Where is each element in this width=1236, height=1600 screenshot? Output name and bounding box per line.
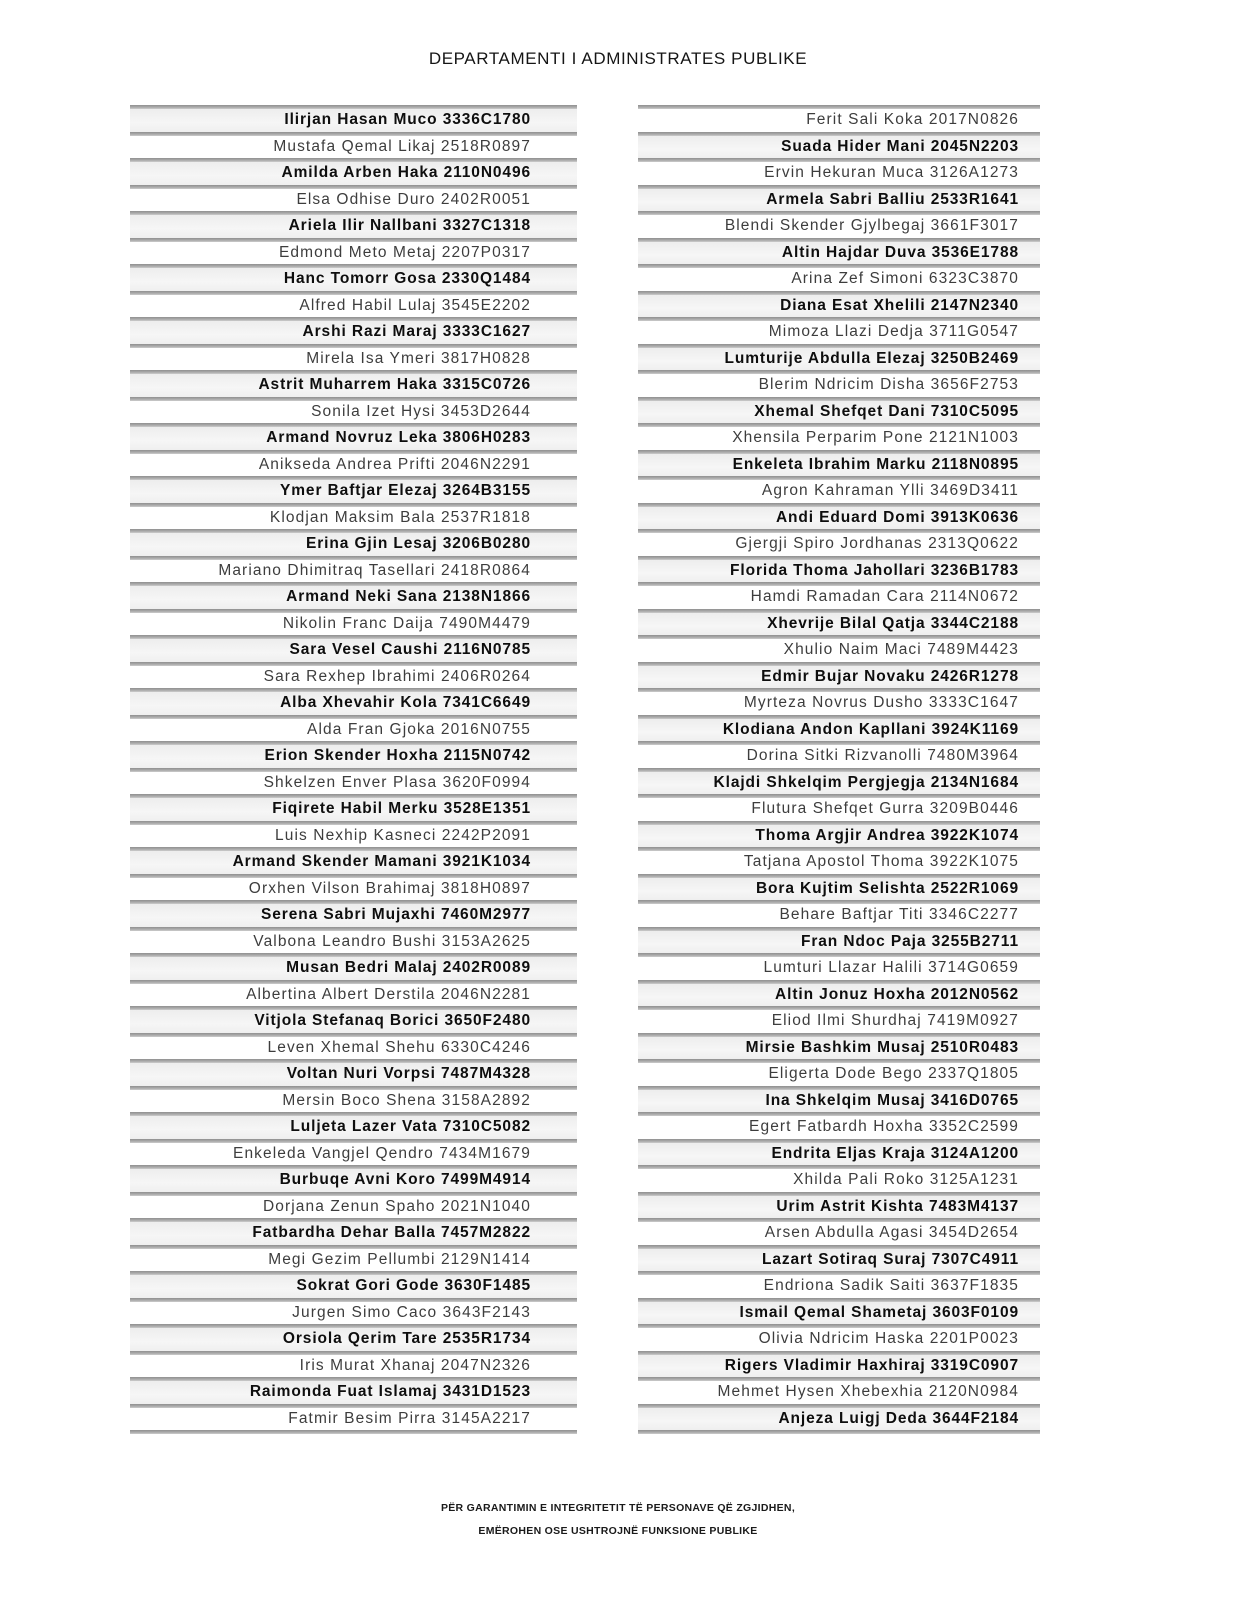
person-entry-row: [130, 957, 577, 980]
person-entry-row: [638, 878, 1040, 901]
person-entry-row: [130, 374, 577, 397]
person-entry-text: Amilda Arben Haka 2110N0496: [281, 164, 531, 181]
person-entry-row: [638, 321, 1040, 344]
person-entry-row: [130, 904, 577, 927]
person-entry-row: [638, 215, 1040, 238]
person-entry-row: [130, 1063, 577, 1086]
person-entry-text: Klajdi Shkelqim Pergjegja 2134N1684: [713, 773, 1019, 791]
row-separator: [130, 1430, 577, 1434]
person-entry-text: Iris Murat Xhanaj 2047N2326: [299, 1356, 531, 1374]
person-entry-text: Mirela Isa Ymeri 3817H0828: [306, 349, 531, 367]
person-entry-text: Altin Hajdar Duva 3536E1788: [781, 243, 1019, 261]
person-entry-row: [638, 613, 1040, 636]
person-entry-text: Dorjana Zenun Spaho 2021N1040: [262, 1197, 531, 1215]
person-entry-text: Dorina Sitki Rizvanolli 7480M3964: [746, 747, 1019, 764]
person-entry-row: [638, 639, 1040, 662]
person-entry-text: Ilirjan Hasan Muco 3336C1780: [284, 111, 531, 128]
person-entry-row: [130, 1249, 577, 1272]
person-entry-row: [130, 1196, 577, 1219]
person-entry-text: Ismail Qemal Shametaj 3603F0109: [739, 1303, 1019, 1321]
person-entry-row: [638, 1302, 1040, 1325]
person-entry-row: [130, 1090, 577, 1113]
person-entry-row: [638, 454, 1040, 477]
person-entry-text: Gjergji Spiro Jordhanas 2313Q0622: [735, 535, 1019, 552]
person-entry-text: Luljeta Lazer Vata 7310C5082: [290, 1118, 531, 1135]
person-entry-text: Bora Kujtim Selishta 2522R1069: [755, 879, 1019, 897]
person-entry-row: [638, 772, 1040, 795]
person-entry-text: Olivia Ndricim Haska 2201P0023: [758, 1330, 1019, 1347]
person-entry-row: [130, 772, 577, 795]
row-separator: [638, 1430, 1040, 1434]
person-entry-text: Alda Fran Gjoka 2016N0755: [307, 720, 531, 738]
person-entry-text: Edmir Bujar Novaku 2426R1278: [761, 667, 1019, 685]
person-entry-row: [130, 1169, 577, 1192]
person-entry-text: Fran Ndoc Paja 3255B2711: [800, 932, 1019, 950]
person-entry-row: [638, 1222, 1040, 1245]
person-entry-text: Lazart Sotiraq Suraj 7307C4911: [761, 1250, 1019, 1268]
person-entry-row: [638, 984, 1040, 1007]
person-entry-text: Enkeleta Ibrahim Marku 2118N0895: [732, 455, 1019, 473]
person-entry-row: [130, 109, 577, 132]
person-entry-row: [638, 666, 1040, 689]
person-entry-text: Sonila Izet Hysi 3453D2644: [311, 402, 531, 420]
person-entry-row: [130, 798, 577, 821]
person-entry-row: [638, 1355, 1040, 1378]
person-entry-text: Xhemal Shefqet Dani 7310C5095: [754, 402, 1019, 420]
person-entry-row: [130, 719, 577, 742]
person-entry-row: [638, 1381, 1040, 1404]
person-entry-row: [130, 586, 577, 609]
person-entry-text: Urim Astrit Kishta 7483M4137: [776, 1197, 1019, 1215]
person-entry-row: [638, 851, 1040, 874]
person-entry-text: Raimonda Fuat Islamaj 3431D1523: [249, 1383, 531, 1400]
person-entry-text: Behare Baftjar Titi 3346C2277: [779, 906, 1019, 923]
person-entry-text: Suada Hider Mani 2045N2203: [781, 137, 1019, 155]
person-entry-text: Sara Vesel Caushi 2116N0785: [289, 641, 531, 658]
person-entry-row: [638, 507, 1040, 530]
person-entry-row: [638, 242, 1040, 265]
person-entry-text: Lumturije Abdulla Elezaj 3250B2469: [724, 349, 1019, 367]
person-entry-text: Mustafa Qemal Likaj 2518R0897: [273, 137, 531, 155]
person-entry-row: [638, 189, 1040, 212]
person-entry-text: Arsen Abdulla Agasi 3454D2654: [764, 1224, 1019, 1241]
person-entry-text: Enkeleda Vangjel Qendro 7434M1679: [233, 1144, 531, 1162]
person-entry-row: [130, 427, 577, 450]
person-entry-row: [130, 825, 577, 848]
person-entry-text: Luis Nexhip Kasneci 2242P2091: [275, 826, 531, 844]
person-entry-text: Ymer Baftjar Elezaj 3264B3155: [280, 482, 531, 499]
person-entry-row: [638, 136, 1040, 159]
person-entry-text: Mehmet Hysen Xhebexhia 2120N0984: [717, 1383, 1019, 1400]
person-entry-text: Eliod Ilmi Shurdhaj 7419M0927: [771, 1012, 1019, 1029]
person-entry-row: [130, 984, 577, 1007]
person-entry-row: [638, 798, 1040, 821]
person-entry-row: [638, 295, 1040, 318]
person-entry-row: [130, 1355, 577, 1378]
person-entry-text: Astrit Muharrem Haka 3315C0726: [258, 376, 531, 393]
person-entry-row: [130, 268, 577, 291]
person-entry-row: [638, 1037, 1040, 1060]
person-entry-text: Klodiana Andon Kapllani 3924K1169: [722, 720, 1019, 738]
person-entry-text: Rigers Vladimir Haxhiraj 3319C0907: [724, 1356, 1019, 1374]
person-entry-text: Ferit Sali Koka 2017N0826: [806, 111, 1019, 128]
person-entry-row: [130, 242, 577, 265]
person-entry-text: Shkelzen Enver Plasa 3620F0994: [263, 773, 531, 791]
person-entry-row: [638, 1328, 1040, 1351]
person-entry-row: [130, 666, 577, 689]
person-entry-row: [130, 1222, 577, 1245]
person-entry-row: [638, 1408, 1040, 1431]
person-entry-text: Vitjola Stefanaq Borici 3650F2480: [254, 1012, 531, 1029]
person-entry-text: Altin Jonuz Hoxha 2012N0562: [775, 985, 1019, 1003]
person-entry-text: Xhulio Naim Maci 7489M4423: [783, 641, 1019, 658]
person-entry-row: [638, 692, 1040, 715]
person-entry-row: [638, 825, 1040, 848]
person-entry-text: Albertina Albert Derstila 2046N2281: [246, 985, 531, 1003]
person-entry-row: [130, 480, 577, 503]
person-entry-text: Fatmir Besim Pirra 3145A2217: [288, 1409, 531, 1427]
person-entry-row: [638, 268, 1040, 291]
person-entry-row: [638, 533, 1040, 556]
person-entry-text: Mimoza Llazi Dedja 3711G0547: [768, 323, 1019, 340]
person-entry-text: Jurgen Simo Caco 3643F2143: [292, 1303, 531, 1321]
person-entry-text: Blerim Ndricim Disha 3656F2753: [758, 376, 1019, 393]
person-entry-row: [638, 1275, 1040, 1298]
person-entry-row: [638, 348, 1040, 371]
name-list-table: [130, 105, 1040, 1434]
person-entry-text: Anjeza Luigj Deda 3644F2184: [778, 1409, 1019, 1427]
person-entry-row: [638, 401, 1040, 424]
person-entry-row: [130, 851, 577, 874]
person-entry-text: Mariano Dhimitraq Tasellari 2418R0864: [218, 561, 531, 579]
person-entry-row: [638, 1010, 1040, 1033]
person-entry-text: Lumturi Llazar Halili 3714G0659: [763, 959, 1019, 976]
person-entry-text: Ina Shkelqim Musaj 3416D0765: [765, 1091, 1019, 1109]
person-entry-row: [130, 1143, 577, 1166]
person-entry-row: [130, 1302, 577, 1325]
person-entry-text: Hanc Tomorr Gosa 2330Q1484: [283, 270, 531, 287]
person-entry-row: [130, 1381, 577, 1404]
person-entry-row: [638, 1143, 1040, 1166]
person-entry-text: Erion Skender Hoxha 2115N0742: [264, 747, 531, 764]
person-entry-row: [638, 480, 1040, 503]
person-entry-text: Fiqirete Habil Merku 3528E1351: [272, 800, 531, 817]
person-entry-row: [638, 1196, 1040, 1219]
person-entry-row: [130, 321, 577, 344]
person-entry-text: Alba Xhevahir Kola 7341C6649: [280, 694, 531, 711]
person-entry-row: [638, 1116, 1040, 1139]
person-entry-text: Anikseda Andrea Prifti 2046N2291: [258, 455, 531, 473]
person-entry-row: [638, 719, 1040, 742]
person-entry-text: Thoma Argjir Andrea 3922K1074: [755, 826, 1019, 844]
person-entry-text: Mirsie Bashkim Musaj 2510R0483: [745, 1038, 1019, 1056]
person-entry-row: [130, 1328, 577, 1351]
person-entry-row: [130, 1116, 577, 1139]
person-entry-text: Armela Sabri Balliu 2533R1641: [766, 190, 1019, 208]
person-entry-text: Myrteza Novrus Dusho 3333C1647: [743, 694, 1019, 711]
person-entry-text: Nikolin Franc Daija 7490M4479: [282, 614, 531, 632]
person-entry-text: Tatjana Apostol Thoma 3922K1075: [743, 853, 1019, 870]
person-entry-text: Edmond Meto Metaj 2207P0317: [278, 243, 531, 261]
person-entry-text: Voltan Nuri Vorpsi 7487M4328: [286, 1065, 531, 1082]
person-entry-row: [638, 1169, 1040, 1192]
person-entry-text: Armand Novruz Leka 3806H0283: [266, 429, 531, 446]
footer: [0, 1497, 1236, 1543]
person-entry-row: [638, 427, 1040, 450]
person-entry-row: [638, 745, 1040, 768]
person-entry-text: Andi Eduard Domi 3913K0636: [775, 508, 1019, 526]
person-entry-text: Leven Xhemal Shehu 6330C4246: [267, 1038, 531, 1056]
person-entry-row: [638, 1063, 1040, 1086]
person-entry-text: Erina Gjin Lesaj 3206B0280: [305, 535, 531, 552]
footer-line-1: PËR GARANTIMIN E INTEGRITETIT TË PERSONAVE QË ZGJIDHEN,: [440, 1502, 796, 1514]
person-entry-text: Xhensila Perparim Pone 2121N1003: [732, 429, 1019, 446]
person-entry-row: [130, 162, 577, 185]
person-entry-row: [130, 1037, 577, 1060]
person-entry-row: [638, 560, 1040, 583]
person-entry-row: [638, 1090, 1040, 1113]
person-entry-text: Orxhen Vilson Brahimaj 3818H0897: [248, 879, 531, 897]
person-entry-text: Xhevrije Bilal Qatja 3344C2188: [767, 614, 1019, 632]
person-entry-text: Arina Zef Simoni 6323C3870: [791, 270, 1019, 287]
person-entry-text: Eligerta Dode Bego 2337Q1805: [768, 1065, 1019, 1082]
person-entry-text: Sokrat Gori Gode 3630F1485: [296, 1277, 531, 1294]
person-entry-text: Valbona Leandro Bushi 3153A2625: [253, 932, 531, 950]
person-entry-text: Egert Fatbardh Hoxha 3352C2599: [749, 1118, 1019, 1135]
person-entry-row: [130, 215, 577, 238]
person-entry-text: Armand Skender Mamani 3921K1034: [232, 853, 531, 870]
person-entry-row: [130, 189, 577, 212]
person-entry-text: Klodjan Maksim Bala 2537R1818: [269, 508, 531, 526]
person-entry-text: Musan Bedri Malaj 2402R0089: [286, 959, 531, 976]
person-entry-text: Xhilda Pali Roko 3125A1231: [793, 1171, 1019, 1188]
person-entry-row: [130, 878, 577, 901]
person-entry-row: [130, 348, 577, 371]
person-entry-row: [130, 560, 577, 583]
person-entry-row: [638, 957, 1040, 980]
person-entry-row: [130, 507, 577, 530]
person-entry-text: Serena Sabri Mujaxhi 7460M2977: [261, 906, 531, 923]
person-entry-row: [638, 1249, 1040, 1272]
person-entry-text: Arshi Razi Maraj 3333C1627: [302, 323, 531, 340]
person-entry-row: [130, 692, 577, 715]
person-entry-text: Flutura Shefqet Gurra 3209B0446: [751, 800, 1019, 817]
person-entry-text: Ariela Ilir Nallbani 3327C1318: [288, 217, 531, 234]
person-entry-row: [130, 1408, 577, 1431]
person-entry-row: [638, 109, 1040, 132]
person-entry-text: Alfred Habil Lulaj 3545E2202: [299, 296, 531, 314]
right-column: [638, 105, 1040, 1434]
person-entry-text: Burbuqe Avni Koro 7499M4914: [279, 1171, 531, 1188]
person-entry-row: [130, 1010, 577, 1033]
person-entry-row: [638, 931, 1040, 954]
person-entry-text: Mersin Boco Shena 3158A2892: [282, 1091, 531, 1109]
person-entry-text: Blendi Skender Gjylbegaj 3661F3017: [724, 217, 1019, 234]
page-title: DEPARTAMENTI I ADMINISTRATES PUBLIKE: [428, 49, 808, 68]
person-entry-text: Armand Neki Sana 2138N1866: [286, 588, 531, 605]
person-entry-text: Diana Esat Xhelili 2147N2340: [780, 296, 1019, 314]
person-entry-text: Fatbardha Dehar Balla 7457M2822: [252, 1224, 531, 1241]
person-entry-row: [130, 639, 577, 662]
person-entry-row: [638, 586, 1040, 609]
person-entry-text: Orsiola Qerim Tare 2535R1734: [282, 1330, 531, 1347]
person-entry-text: Endriona Sadik Saiti 3637F1835: [763, 1277, 1019, 1294]
person-entry-text: Agron Kahraman Ylli 3469D3411: [761, 482, 1019, 499]
person-entry-text: Ervin Hekuran Muca 3126A1273: [764, 164, 1019, 181]
person-entry-row: [130, 745, 577, 768]
person-entry-row: [130, 401, 577, 424]
person-entry-row: [130, 1275, 577, 1298]
person-entry-row: [638, 162, 1040, 185]
person-entry-text: Elsa Odhise Duro 2402R0051: [296, 190, 531, 208]
person-entry-text: Hamdi Ramadan Cara 2114N0672: [750, 588, 1019, 605]
left-column: [130, 105, 577, 1434]
person-entry-row: [130, 454, 577, 477]
person-entry-row: [638, 374, 1040, 397]
person-entry-text: Sara Rexhep Ibrahimi 2406R0264: [263, 667, 531, 685]
person-entry-row: [130, 931, 577, 954]
person-entry-row: [130, 295, 577, 318]
person-entry-text: Endrita Eljas Kraja 3124A1200: [771, 1144, 1019, 1162]
footer-line-2: EMËROHEN OSE USHTROJNË FUNKSIONE PUBLIKE: [478, 1525, 758, 1537]
person-entry-row: [130, 613, 577, 636]
person-entry-text: Florida Thoma Jahollari 3236B1783: [730, 561, 1019, 579]
person-entry-row: [130, 533, 577, 556]
person-entry-text: Megi Gezim Pellumbi 2129N1414: [268, 1250, 531, 1268]
person-entry-row: [638, 904, 1040, 927]
person-entry-row: [130, 136, 577, 159]
